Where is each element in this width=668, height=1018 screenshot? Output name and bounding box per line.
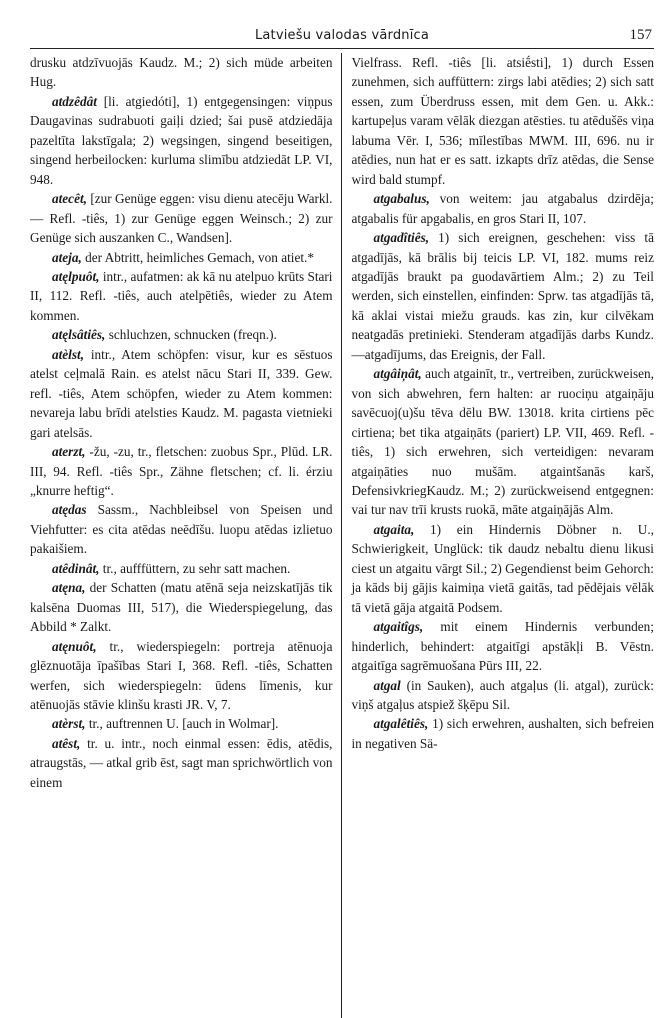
dictionary-entry [30,345,333,442]
entry-headword: atdzêdât [52,93,97,109]
left-column [30,53,341,1018]
entry-text: auch atgainīt, tr., vertreiben, zurückweisen, von sich abwehren, fern halten: ar ruociņu atgaiņāju savēcuoj(u)šu tēva dēlu BW. 13018. krita cirtiens pēc cirtiena; bet tika atgaiņāts (pariert) LP. VII, 469. Refl. -tiês, 1) sich erwehren, sich verteidigen: nevaram atgaiņāties nuo mušām. atgaintšanās karš, DefensivkriegKaudz. M.; 2) zurückweisend entgegnen: vai tur nav trīi krusts ruokā, māte atgaiņājās Alm. [351,366,654,518]
entry-headword: atęlpuôt, [52,268,100,284]
text-columns [30,53,654,1018]
dictionary-entry [30,325,333,344]
dictionary-entry [351,520,654,617]
entry-headword: atgâiņât, [373,366,422,382]
dictionary-entry [30,189,333,247]
entry-text: [li. atgiedóti], 1) entgegensingen: viņpus Daugavinas sudrabuoti gaiļi dzied; šai pusē atdziedāja pazeltīta lakstīgala; 2) wegsingen, singend beseitigen, singend herbeilocken: kurluma slimību atdziedāt LP. VI, 948. [30,93,333,187]
entry-headword: atecêt, [52,191,87,207]
entry-headword: atêst, [52,735,81,751]
entry-text: von weitem: jau atgabalus dzirdēja; atgabalis für apgabalis, en gros Stari II, 107. [351,191,654,226]
entry-text: Sassm., Nachbleibsel von Speisen und Viehfutter: es cita atēdas neēdīšu. luopu atēdas izlietuo pakaišiem. [30,502,333,557]
entry-text: (in Sauken), auch atgaļus (li. atgal), zurück: viņš atgaļus atspiež šķēpu Sil. [351,677,654,712]
entry-text: 1) sich erwehren, aushalten, sich befreien in negativen Sä- [351,716,654,751]
entry-text: 1) ein Hindernis Döbner n. U., Schwierigkeit, Unglück: tik daudz nebaltu dienu likusi ciest un atgaitu vārgt Sil.; 2) Gegendienst beim Gehorch: ja kāds bij gājis kaimiņa vietā gaitās, tad pēdējais vēlāk tā vietā gāja atgaitā Podsem. [351,521,654,615]
entry-text: [zur Genüge eggen: visu dienu atecēju Warkl. — Refl. -tiês, 1) zur Genüge eggen Weinsch.; 2) zur Genüge sich auszanken C., Wandsen]. [30,191,333,246]
page-number: 157 [629,27,652,43]
entry-headword: aterzt, [52,444,86,460]
entry-headword: atęnuôt, [52,638,97,654]
entry-headword: atgalêtiês, [373,716,429,732]
entry-text: tr. u. intr., noch einmal essen: ēdis, atēdis, atraugstās, — atkal grib ēst, sagt man sprichwörtlich von einem [30,735,333,790]
entry-text: der Abtritt, heimliches Gemach, von atiet.* [81,249,314,265]
dictionary-entry [351,364,654,520]
entry-headword: ateja, [52,249,82,265]
dictionary-entry [30,500,333,558]
entry-headword: atgaitîgs, [373,619,424,635]
dictionary-entry [30,267,333,325]
dictionary-entry [30,92,333,189]
dictionary-entry [351,53,654,189]
entry-headword: atgaita, [373,521,415,537]
entry-headword: atędas [52,502,87,518]
entry-text: tr., wiederspiegeln: portreja atēnuoja glēznuotāja īpašības Stari I, 368. Refl. -tiês, Schatten werfen, sich wiederspiegeln: ūdens līmenis, kur atēnuojās stāvie klinšu krasti JR. V, 7. [30,638,333,712]
dictionary-entry [30,53,333,92]
entry-text: Vielfrass. Refl. -tiês [li. atsiḗsti], 1) durch Essen zunehmen, sich auffüttern: zirgs labi atēdies; 2) sich satt essen, zum Überdruss essen, mit dem Gen. u. Akk.: kartupeļus varam vēlāk diezgan atēsties. tu atēdušēs viņa labuma Vēr. I, 536; mīlestības MWM. III, 696. nu ir atēdies, nun hat er es satt. izkapts drīz atēdas, die Sense wird bald stumpf. [351,55,654,187]
entry-text: mit einem Hindernis verbunden; hinderlich, behindert: atgaitīgi apstākļi B. Vēstn. atgaitīga sagrēmuošana Pūrs III, 22. [351,619,654,674]
dictionary-entry [351,714,654,753]
entry-headword: atèlst, [52,346,85,362]
dictionary-entry [30,734,333,792]
entry-text: der Schatten (matu atēnā seja neizskatījās tik kalsēna Duomas III, 517), die Wiederspiegelung, das Abbild * Zalkt. [30,580,333,635]
entry-headword: atêdinât, [52,560,100,576]
entry-text: tr., aufffüttern, zu sehr satt machen. [99,560,291,576]
right-column [341,53,654,1018]
dictionary-entry [30,578,333,636]
dictionary-entry [30,559,333,578]
dictionary-entry [30,442,333,500]
dictionary-entry [351,228,654,364]
dictionary-entry [30,637,333,715]
entry-headword: atęna, [52,580,86,596]
entry-headword: atęlsâtiês, [52,327,106,343]
entry-text: intr., aufatmen: ak kā nu atelpuo krūts Stari II, 112. Refl. -tiês, auch atelpētiês, wieder zu Atem kommen. [30,268,333,323]
entry-headword: atgal [373,677,401,693]
dictionary-entry [351,189,654,228]
entry-text: drusku atdzīvuojās Kaudz. M.; 2) sich müde arbeiten Hug. [30,55,333,90]
dictionary-entry [30,248,333,267]
entry-text: intr., Atem schöpfen: visur, kur es sēstuos atelst ceļmalā Rain. es atelst nācu Stari II, 339. Gew. refl. -tiês, Atem schöpfen, wieder zu Atem kommen: nevareja labu brīdi atelsties Kaudz. M. pagasta vietnieki gari atelsās. [30,346,333,440]
running-header [30,26,654,49]
entry-text: 1) sich ereignen, geschehen: viss tā atgadījās, kā brālis bij teicis LP. VI, 182. mums reiz atgadījās braukt pa guodavārtiem Alm.; 2) zu Teil werden, sich einstellen, einfinden: Sprw. tas atgadījās tā, kā aklai vistai miežu grauds. kas zin, kur cilvēkam neatgadās pretinieki. Stenderam atgadījās darbs Kundz.—atgadījums, das Ereignis, der Fall. [351,230,654,362]
dictionary-entry [30,714,333,733]
dictionary-entry [351,676,654,715]
dictionary-entry [351,617,654,675]
running-title: Latviešu valodas vārdnīca [254,28,430,43]
entry-headword: atèrst, [52,716,86,732]
entry-headword: atgadîtiês, [373,230,430,246]
entry-text: -žu, -zu, tr., fletschen: zuobus Spr., Plūd. LR. III, 94. Refl. -tiês Spr., Zähne fletschen; cf. li. érziu „knurre heftig“. [30,444,333,498]
entry-text: schluchzen, schnucken (freqn.). [105,327,277,343]
entry-headword: atgabalus, [373,191,430,207]
entry-text: tr., auftrennen U. [auch in Wolmar]. [85,716,279,732]
